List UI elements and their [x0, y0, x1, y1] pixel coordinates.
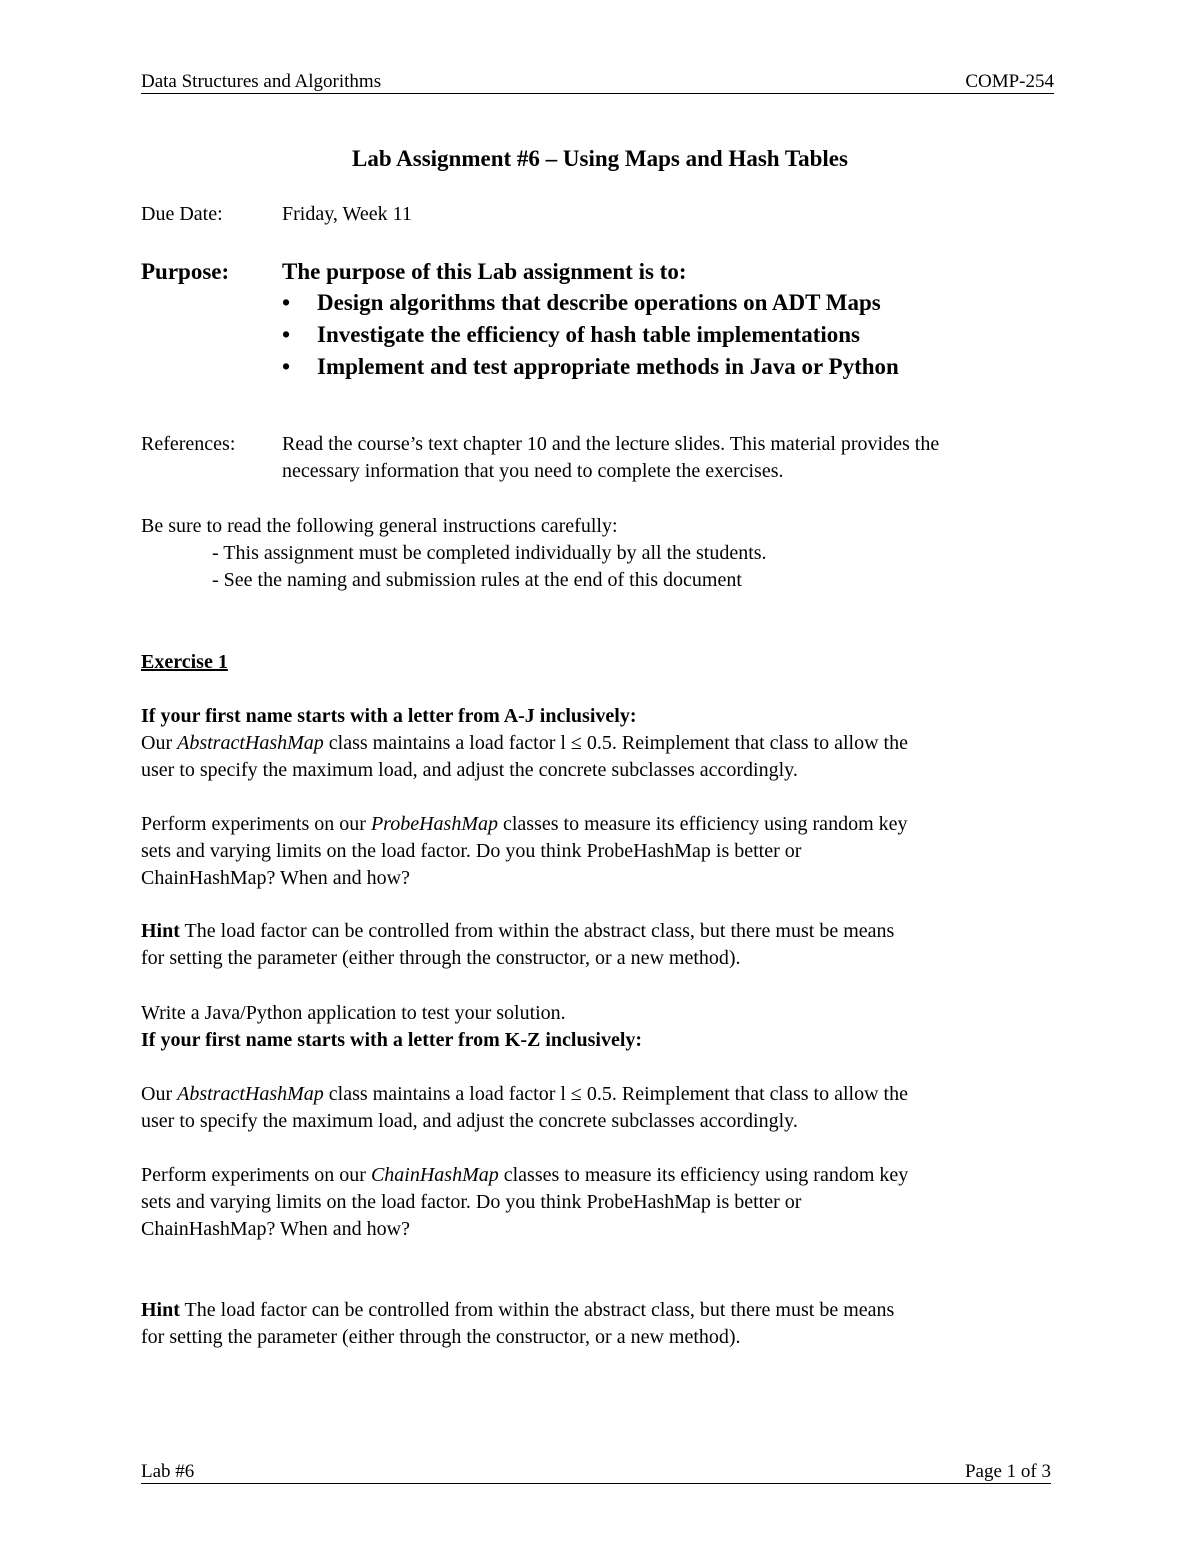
bullet-icon: •: [282, 322, 291, 347]
purpose-bullet: • Design algorithms that describe operations on ADT Maps: [282, 288, 899, 320]
header-course-code: COMP-254: [965, 71, 1054, 92]
aj-hint-line-2: for setting the parameter (either through the constructor, or a new method).: [141, 947, 741, 969]
kz-paragraph-2: Perform experiments on our ChainHashMap classes to measure its efficiency using random key: [141, 1164, 909, 1186]
footer-lab-number: Lab #6: [141, 1461, 195, 1482]
aj-paragraph-2-line-2: sets and varying limits on the load factor. Do you think ProbeHashMap is better or: [141, 840, 802, 862]
references-line-1: Read the course’s text chapter 10 and the lecture slides. This material provides the: [282, 433, 940, 455]
page-header: [141, 71, 1054, 94]
kz-paragraph-1-line-2: user to specify the maximum load, and adjust the concrete subclasses accordingly.: [141, 1110, 798, 1132]
hint-label: Hint: [141, 1299, 180, 1321]
class-name: ChainHashMap: [370, 1164, 499, 1186]
purpose-bullet: • Implement and test appropriate methods in Java or Python: [282, 352, 899, 384]
purpose-bullet: • Investigate the efficiency of hash table implementations: [282, 320, 899, 352]
instruction-item: - This assignment must be completed individually by all the students.: [212, 542, 767, 564]
kz-hint: Hint The load factor can be controlled from within the abstract class, but there must be means: [141, 1299, 895, 1321]
references-label: References:: [141, 433, 236, 455]
kz-paragraph-1: Our AbstractHashMap class maintains a load factor l ≤ 0.5. Reimplement that class to allow the: [141, 1083, 908, 1105]
kz-paragraph-2-line-2: sets and varying limits on the load factor. Do you think ProbeHashMap is better or: [141, 1191, 802, 1213]
kz-paragraph-2-line-3: ChainHashMap? When and how?: [141, 1218, 411, 1240]
aj-test-instruction: Write a Java/Python application to test your solution.: [141, 1002, 566, 1024]
header-course-name: Data Structures and Algorithms: [141, 71, 382, 92]
instruction-item: - See the naming and submission rules at the end of this document: [212, 569, 742, 591]
bullet-icon: •: [282, 290, 291, 315]
aj-hint: Hint The load factor can be controlled from within the abstract class, but there must be means: [141, 920, 895, 942]
references-line-2: necessary information that you need to complete the exercises.: [282, 460, 784, 482]
page-footer: [141, 1461, 1051, 1484]
aj-paragraph-1: Our AbstractHashMap class maintains a load factor l ≤ 0.5. Reimplement that class to allow the: [141, 732, 908, 754]
exercise-title: Exercise 1: [141, 651, 228, 673]
due-date-value: Friday, Week 11: [282, 203, 412, 225]
kz-hint-line-2: for setting the parameter (either through the constructor, or a new method).: [141, 1326, 741, 1348]
footer-page-number: Page 1 of 3: [964, 1461, 1051, 1482]
document-title: Lab Assignment #6 – Using Maps and Hash Tables: [352, 146, 848, 171]
purpose-label: Purpose:: [141, 259, 230, 284]
kz-heading: If your first name starts with a letter from K-Z inclusively:: [141, 1029, 643, 1051]
hint-label: Hint: [141, 920, 180, 942]
aj-paragraph-1-line-2: user to specify the maximum load, and adjust the concrete subclasses accordingly.: [141, 759, 798, 781]
class-name: AbstractHashMap: [177, 732, 324, 754]
due-date-label: Due Date:: [141, 203, 223, 225]
class-name: ProbeHashMap: [370, 813, 498, 835]
purpose-intro: The purpose of this Lab assignment is to:: [282, 259, 687, 284]
class-name: AbstractHashMap: [177, 1083, 324, 1105]
bullet-icon: •: [282, 354, 291, 379]
purpose-bullet-list: [282, 288, 899, 384]
aj-paragraph-2-line-3: ChainHashMap? When and how?: [141, 867, 411, 889]
instructions-intro: Be sure to read the following general instructions carefully:: [141, 515, 618, 537]
aj-heading: If your first name starts with a letter from A-J inclusively:: [141, 705, 637, 727]
aj-paragraph-2: Perform experiments on our ProbeHashMap classes to measure its efficiency using random key: [141, 813, 908, 835]
